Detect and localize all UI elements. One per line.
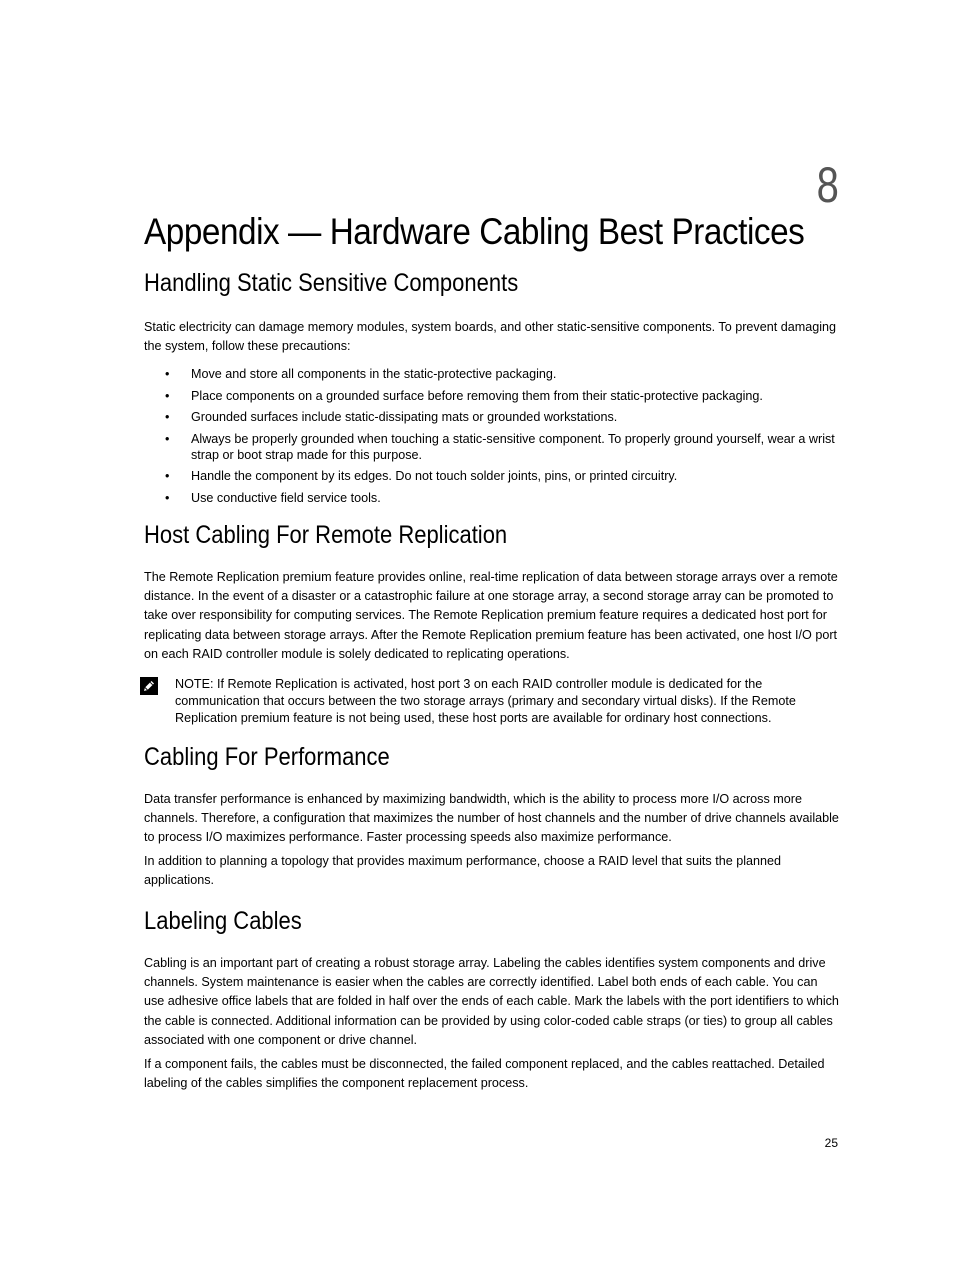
bullet-glyph: •: [165, 388, 170, 403]
bullet-glyph: •: [165, 410, 170, 425]
section-labeling-cables: [144, 908, 840, 1093]
list-item-text: Grounded surfaces include static-dissipating mats or grounded workstations.: [191, 410, 618, 425]
chapter-title: Appendix — Hardware Cabling Best Practices: [144, 211, 805, 252]
chapter-number: 8: [816, 157, 839, 213]
pencil-note-icon: [140, 677, 158, 695]
precautions-list: [144, 366, 840, 506]
section-paragraph: In addition to planning a topology that provides maximum performance, choose a RAID level that suits the planned applications.: [144, 853, 782, 888]
section-paragraph: The Remote Replication premium feature provides online, real-time replication of data between storage arrays over a remote distance. In the event of a disaster or a catastrophic failure at one storage array, a second storage array can be promoted to take over responsibility for computing services. The Remote Replication premium feature requires a dedicated host port for replicating data between storage arrays. After the Remote Replication premium feature has been activated, one host I/O port on each RAID controller module is solely dedicated to replicating operations.: [144, 569, 838, 662]
bullet-glyph: •: [165, 431, 170, 446]
section-remote-replication: [144, 522, 840, 727]
list-item: [144, 431, 840, 463]
note-label: NOTE:: [175, 676, 214, 691]
bullet-glyph: •: [165, 367, 170, 382]
list-item-text: Move and store all components in the static-protective packaging.: [191, 367, 557, 382]
list-item: [144, 490, 840, 506]
list-item: [144, 468, 840, 484]
section-paragraph: If a component fails, the cables must be disconnected, the failed component replaced, and the cables reattached. Detailed labeling of the cables simplifies the component replacement process.: [144, 1056, 825, 1090]
section-heading: Host Cabling For Remote Replication: [144, 521, 508, 549]
list-item-text: Handle the component by its edges. Do not touch solder joints, pins, or printed circuitry.: [191, 469, 678, 484]
section-heading: Labeling Cables: [144, 907, 302, 935]
section-heading: Cabling For Performance: [144, 743, 390, 771]
section-intro: Static electricity can damage memory modules, system boards, and other static-sensitive components. To prevent damaging the system, follow these precautions:: [144, 319, 837, 353]
section-heading: Handling Static Sensitive Components: [144, 269, 519, 297]
section-static-sensitive: [144, 270, 840, 511]
list-item-text: Place components on a grounded surface before removing them from their static-protective packaging.: [191, 388, 763, 403]
list-item: [144, 366, 840, 382]
section-cabling-performance: [144, 744, 840, 891]
list-item: [144, 388, 840, 404]
list-item-text: Always be properly grounded when touching a static-sensitive component. To properly ground yourself, wear a wrist strap or boot strap made for this purpose.: [191, 431, 835, 462]
note-box: [144, 676, 840, 727]
section-paragraph: Cabling is an important part of creating a robust storage array. Labeling the cables identifies system components and drive channels. System maintenance is easier when the cables are correctly identified. Label both ends of each cable. You can use adhesive office labels that are folded in half over the ends of each cable. Mark the labels with the port identifiers to which the cable is connected. Additional information can be provided by using color-coded cable straps (or ties) to group all cables associated with one component or drive channel.: [144, 955, 839, 1048]
page-number: 25: [824, 1136, 838, 1150]
bullet-glyph: •: [165, 490, 170, 505]
list-item: [144, 409, 840, 425]
bullet-glyph: •: [165, 469, 170, 484]
note-text: If Remote Replication is activated, host port 3 on each RAID controller module is dedicated for the communication that occurs between the two storage arrays (primary and secondary virtual disks). If the Remote Replication premium feature is not being used, these host ports are available for ordinary host connections.: [175, 676, 796, 725]
list-item-text: Use conductive field service tools.: [191, 490, 381, 505]
section-paragraph: Data transfer performance is enhanced by maximizing bandwidth, which is the ability to process more I/O across more channels. Therefore, a configuration that maximizes the number of host channels and the number of drive channels available to process I/O maximizes performance. Faster processing speeds also maximize performance.: [144, 791, 839, 845]
